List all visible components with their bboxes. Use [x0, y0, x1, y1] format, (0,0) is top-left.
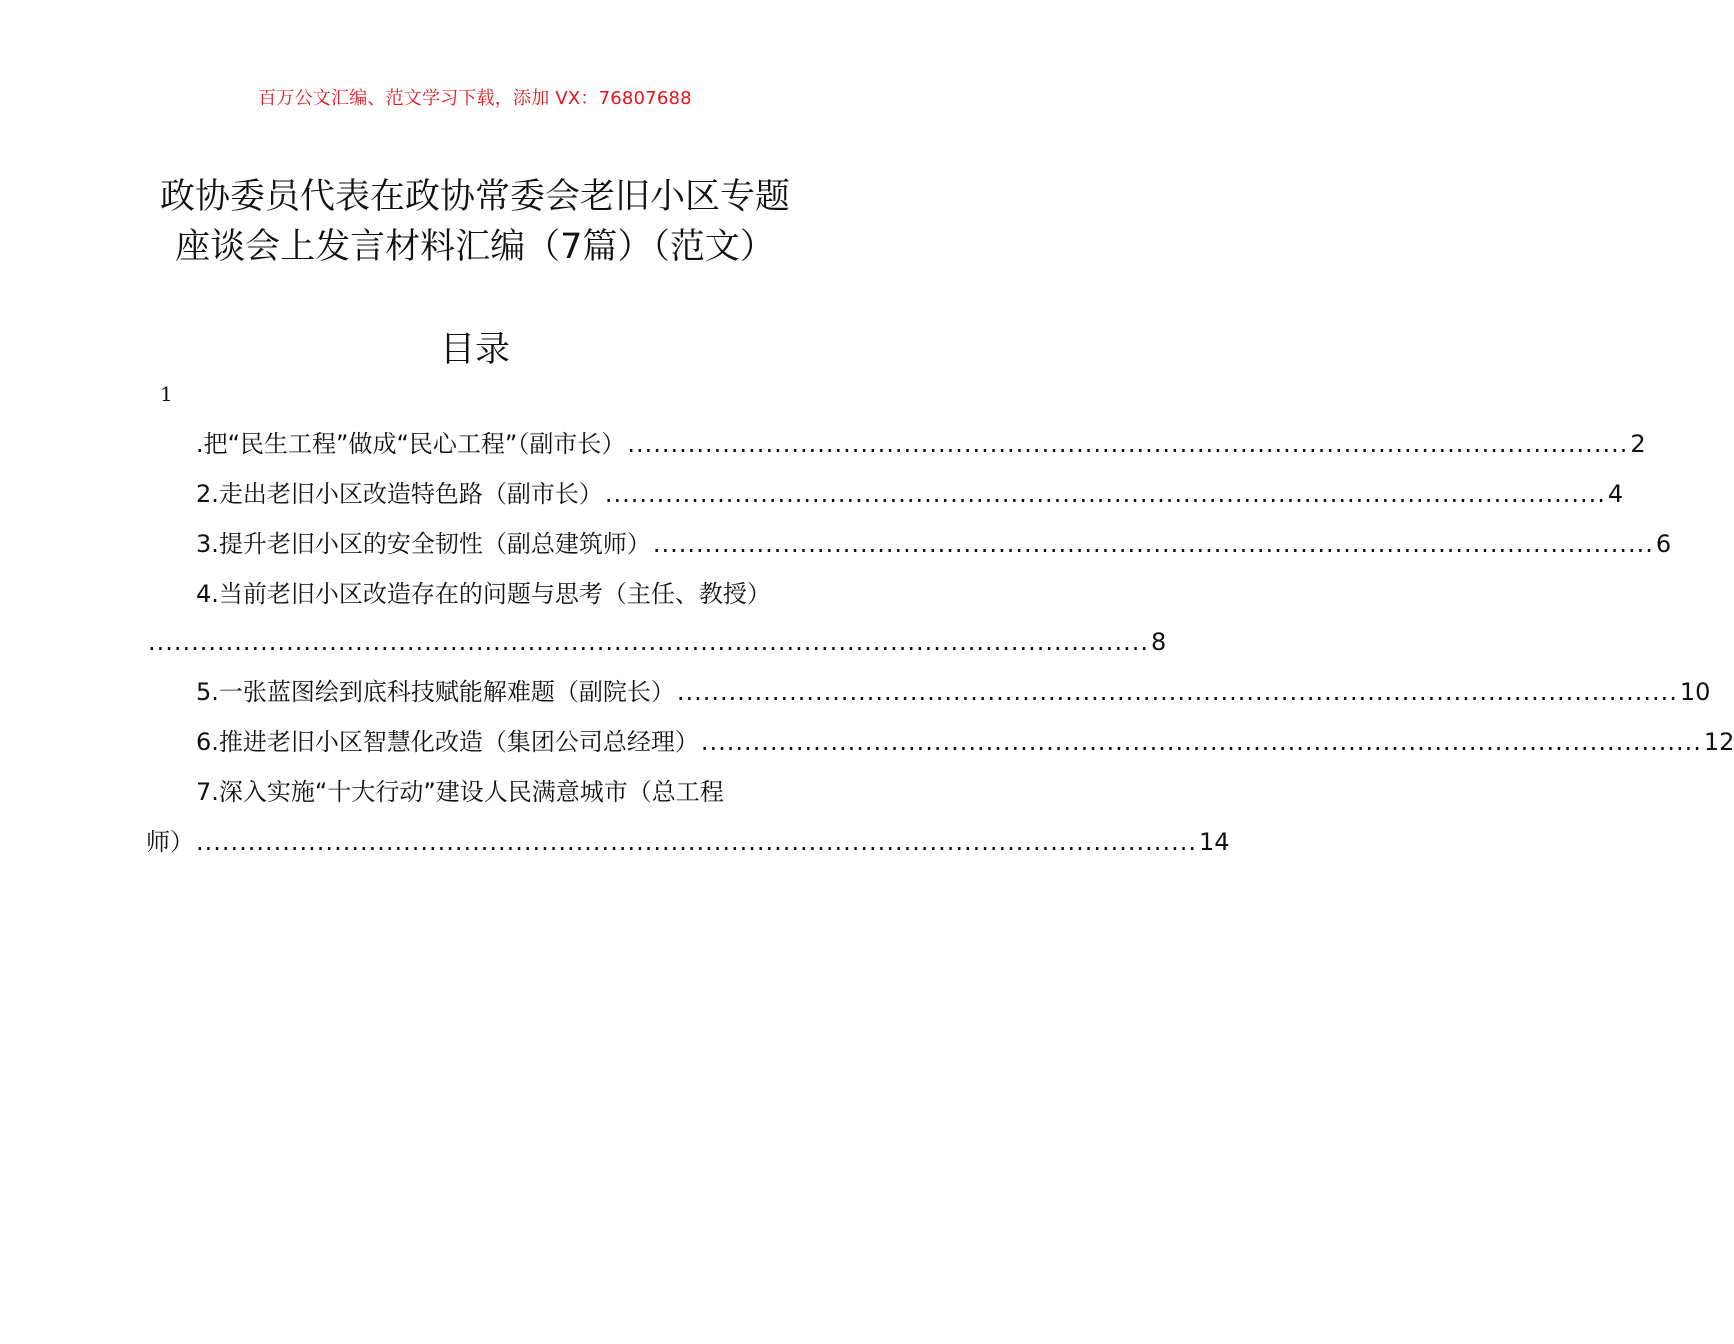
- toc-entry-page: 8: [1150, 628, 1167, 656]
- watermark-header-note: 百万公文汇编、范文学习下载，添加 VX：76807688: [258, 88, 692, 109]
- toc-entry-4[interactable]: [196, 574, 806, 614]
- toc-entry-title: .把“民生工程”做成“民心工程”（副市长）: [196, 430, 626, 458]
- toc-entry-title: 4.当前老旧小区改造存在的问题与思考（主任、教授）: [196, 580, 771, 608]
- toc-entry-page: 14: [1198, 828, 1230, 856]
- toc-entry-page: 6: [1655, 530, 1672, 558]
- toc-entry-4-continuation[interactable]: [146, 622, 1167, 662]
- toc-entry-title: 3.提升老旧小区的安全韧性（副总建筑师）: [196, 530, 651, 558]
- toc-leader-dots: ....................................................................................................................: [148, 628, 1149, 656]
- toc-heading: 目录: [439, 330, 510, 370]
- toc-entry-3[interactable]: [196, 524, 1672, 564]
- toc-entry-1[interactable]: [196, 424, 1646, 464]
- toc-entry-7-continuation[interactable]: [146, 822, 1230, 862]
- toc-entry-title: 7.深入实施“十大行动”建设人民满意城市（总工程: [196, 778, 724, 806]
- title-line-2: 座谈会上发言材料汇编（7篇）（范文）: [175, 227, 775, 267]
- toc-leader-dots: ....................................................................................................................: [676, 678, 1678, 706]
- stray-page-number: 1: [160, 382, 173, 406]
- toc-leader-dots: ....................................................................................................................: [627, 430, 1629, 458]
- toc-entry-7[interactable]: [196, 772, 806, 812]
- toc-leader-dots: ....................................................................................................................: [604, 480, 1606, 508]
- toc-entry-title-continuation: 师）: [146, 828, 194, 856]
- toc-entry-title: 2.走出老旧小区改造特色路（副市长）: [196, 480, 603, 508]
- toc-entry-5[interactable]: [196, 672, 1711, 712]
- toc-leader-dots: ....................................................................................................................: [196, 828, 1197, 856]
- toc-entry-page: 2: [1630, 430, 1646, 458]
- toc-entry-page: 4: [1607, 480, 1624, 508]
- toc-entry-title: 5.一张蓝图绘到底科技赋能解难题（副院长）: [196, 678, 675, 706]
- toc-entry-6[interactable]: [196, 722, 1734, 762]
- toc-entry-page: 10: [1679, 678, 1711, 706]
- toc-entry-page: 12: [1703, 728, 1734, 756]
- title-line-1: 政协委员代表在政协常委会老旧小区专题: [159, 177, 790, 217]
- toc-entry-title: 6.推进老旧小区智慧化改造（集团公司总经理）: [196, 728, 699, 756]
- toc-leader-dots: ....................................................................................................................: [700, 728, 1702, 756]
- document-title: [120, 172, 830, 272]
- toc-entry-2[interactable]: [196, 474, 1624, 514]
- toc-leader-dots: ....................................................................................................................: [652, 530, 1654, 558]
